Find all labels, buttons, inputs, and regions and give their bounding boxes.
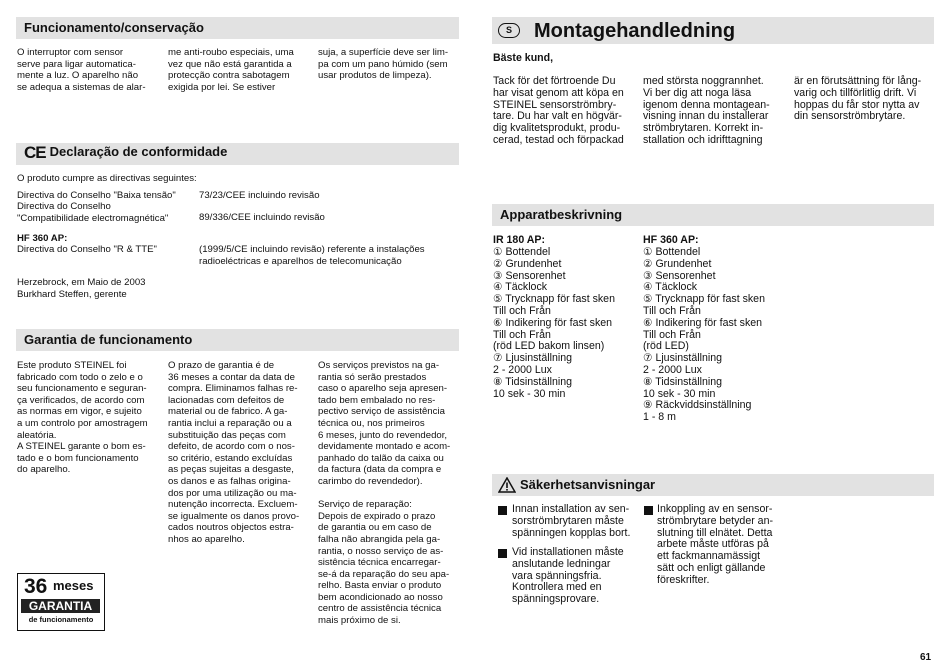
section-header-apparat [492,204,934,226]
ir-parts-list: ① Bottendel ② Grundenhet ③ Sensorenhet ④ Täcklock ⑤ Trycknapp för fast sken Till och Från ⑥ Indikering för fast sken Till och Från (röd LED bakom linsen) ⑦ Ljusinställning 2 - 2000 Lux ⑧ Tidsinställning 10 sek - 30 min [493,246,615,400]
section-header-sakerhet [492,474,934,496]
hf-parts-list: ① Bottendel ② Grundenhet ③ Sensorenhet ④ Täcklock ⑤ Trycknapp för fast sken Till och Från ⑥ Indikering för fast sken Till och Från (röd LED) ⑦ Ljusinställning 2 - 2000 Lux ⑧ Tidsinställning 10 sek - 30 min ⑨ Räckviddsinställning 1 - 8 m [643,246,765,424]
funcionamento-col2: me anti-roubo especiais, uma vez que não está garantida a protecção contra sabotagem exigida por lei. Se estiver [168,47,294,93]
page-number: 61 [920,652,932,663]
page-title: Montagehandledning [534,20,736,42]
funcionamento-col1: O interruptor com sensor serve para ligar automatica- mente a luz. O aparelho não se adequa a sistemas de alar- [17,47,146,93]
section-title: Apparatbeskrivning [500,207,623,222]
safety-item-1: Innan installation av sen- sorströmbrytaren måste spänningen kopplas bort. [512,503,631,539]
warning-triangle-icon [498,477,516,493]
intro-col2: med största noggrannhet. Vi ber dig att noga läsa igenom denna montagean- visning innan du installerar strömbrytaren. Korrekt in- stallation och idrifttagning [643,75,770,146]
guarantee-badge [17,573,105,631]
garantia-col1: Este produto STEINEL foi fabricado com todo o zelo e o seu funcionamento e seguran- ça verificados, de acordo com as normas em vigor, e sujeito a um controlo por amostragem aleatória. A STEINEL garante o bom es- tado e o bom funcionamento do aparelho. [17,360,148,476]
hf-heading: HF 360 AP: [643,234,699,246]
badge-word: GARANTIA [21,599,100,613]
garantia-col2: O prazo de garantia é de 36 meses a contar da data de compra. Eliminamos falhas re- lacionadas com defeitos de material ou de fabrico. A ga- rantia inclui a reparação ou a substituição das peças com defeito, de acordo com o nos- so critério, estando excluídas as peças sujeitas a desgaste, os danos e as falhas origina- dos por uma utilização ou ma- nutenção incorrecta. Excluem- se igualmente os danos provo- cados noutros objectos estra- nhos ao aparelho. [168,360,300,545]
declaracao-signature: Herzebrock, em Maio de 2003 Burkhard Steffen, gerente [17,277,146,300]
page-title-bar [492,17,934,44]
directive-label-2: Directiva do Conselho "Compatibilidade electromagnética" [17,201,169,224]
directive-value-1: 73/23/CEE incluindo revisão [199,190,320,201]
bullet-square [498,506,507,515]
section-title: Funcionamento/conservação [24,20,204,35]
ir-heading: IR 180 AP: [493,234,546,246]
intro-col1: Tack för det förtroende Du har visat genom att köpa en STEINEL sensorströmbry- tare. Du har valt en högvär- dig kvalitetsprodukt, produ- cerad, testad och förpackad [493,75,624,146]
intro-col3: är en förutsättning för lång- varig och tillförlitlig drift. Vi hoppas du får stor nytta av din sensorströmbrytare. [794,75,922,123]
directive-label-3: Directiva do Conselho "R & TTE" [17,244,157,255]
section-header-declaracao [16,143,459,165]
bullet-square [644,506,653,515]
badge-subtitle: de funcionamento [28,615,94,624]
ce-mark-icon: CE [24,143,46,162]
badge-unit: meses [53,578,94,593]
language-badge: S [498,23,520,38]
directive-label-1: Directiva do Conselho "Baixa tensão" [17,190,176,201]
section-header-garantia [16,329,459,351]
declaracao-intro: O produto cumpre as directivas seguintes: [17,173,197,184]
badge-number: 36 [24,575,48,598]
section-title: Garantia de funcionamento [24,332,193,347]
directive-value-3: (1999/5/CE incluindo revisão) referente a instalações radioeléctricas e aparelhos de telecomunicação [199,244,425,267]
section-header-funcionamento [16,17,459,39]
garantia-col3: Os serviços previstos na ga- rantia só serão prestados caso o aparelho seja apresen- tado bem embalado no res- pectivo serviço de assistência técnica ou, nos primeiros 6 meses, junto do revendedor, devidamente montado e acom- panhado do talão da caixa ou da factura (data da compra e carimbo do revendedor). Serviço de reparação: Depois de expirado o prazo de garantia ou em caso de falha não abrangida pela ga- rantia, o nosso serviço de as- sistência técnica encarregar- se-á da reparação do seu apa- relho. Basta enviar o produto bem acondicionado ao nosso centro de assistência técnica mais próximo de si. [318,360,451,627]
safety-item-3: Inkoppling av en sensor- strömbrytare betyder an- slutning till elnätet. Detta arbete måste utföras på ett fackmannamässigt sätt och enligt gällande föreskrifter. [657,503,773,586]
funcionamento-col3: suja, a superfície deve ser lim- pa com um pano húmido (sem usar produtos de limpeza). [318,47,449,82]
section-title: Säkerhetsanvisningar [520,477,656,492]
section-title: Declaração de conformidade [49,144,228,159]
safety-item-2: Vid installationen måste anslutande ledningar vara spänningsfria. Kontrollera med en spänningsprovare. [512,546,624,606]
greeting: Bäste kund, [493,52,554,64]
directive-value-2: 89/336/CEE incluindo revisão [199,212,325,223]
bullet-square [498,549,507,558]
hf-heading: HF 360 AP: [17,233,68,244]
